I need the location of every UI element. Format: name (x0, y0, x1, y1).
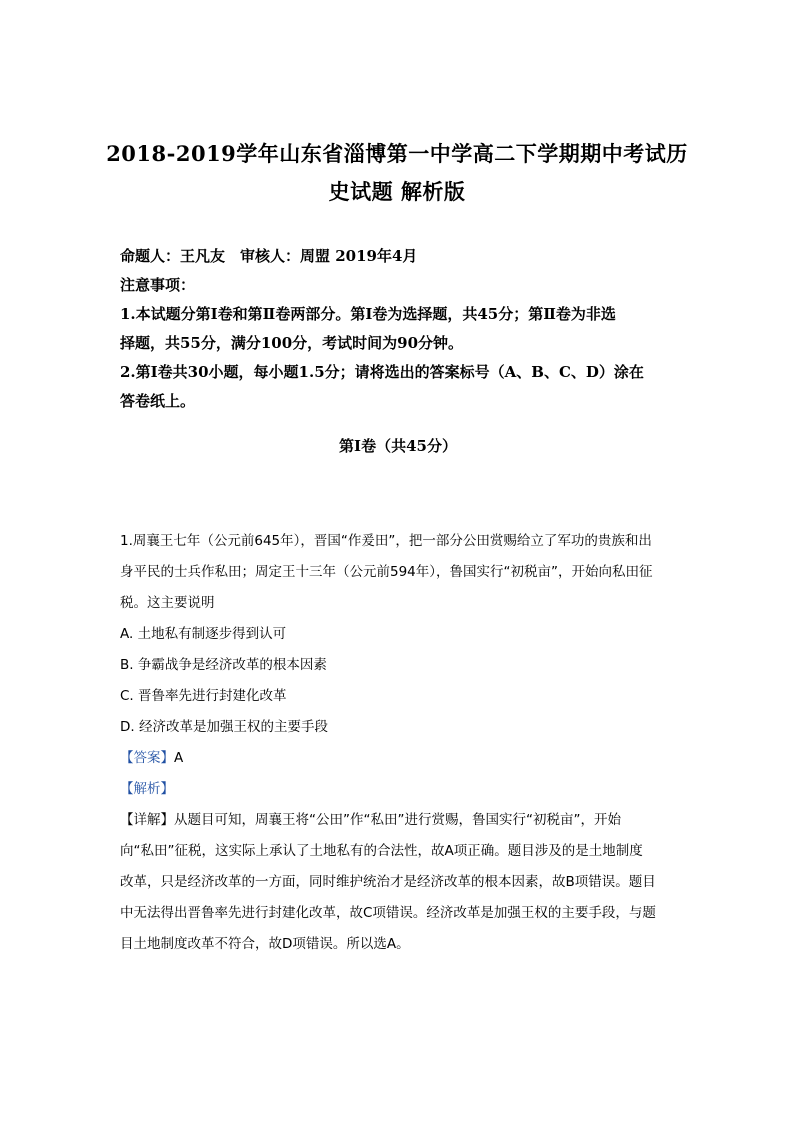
title-line-2: 史试题 解析版 (328, 179, 466, 204)
notice-item-2-line-1: 2.第Ⅰ卷共30小题，每小题1.5分；请将选出的答案标号（A、B、C、D）涂在 (120, 363, 644, 381)
question-stem-line-3: 税。这主要说明 (120, 595, 215, 611)
option-b: B. 争霸战争是经济改革的根本因素 (120, 657, 327, 673)
option-a: A. 土地私有制逐步得到认可 (120, 626, 287, 642)
notice-item-1-line-2: 择题，共55分，满分100分，考试时间为90分钟。 (120, 334, 464, 352)
analysis-line (120, 774, 680, 805)
option-c: C. 晋鲁率先进行封建化改革 (120, 688, 287, 704)
section-title: 第Ⅰ卷（共45分） (339, 437, 457, 455)
detail-line-3: 改革，只是经济改革的一方面，同时维护统治才是经济改革的根本因素，故B项错误。题目 (120, 874, 656, 890)
analysis-tag: 【解析】 (120, 781, 174, 797)
question-stem-line-2: 身平民的士兵作私田；周定王十三年（公元前594年），鲁国实行“初税亩”，开始向私田征 (120, 564, 653, 580)
question-1 (120, 526, 680, 960)
notice-item-1-line-1: 1.本试题分第Ⅰ卷和第Ⅱ卷两部分。第Ⅰ卷为选择题，共45分；第Ⅱ卷为非选 (120, 305, 616, 323)
question-stem-line-1: 1.周襄王七年（公元前645年），晋国“作爰田”，把一部分公田赏赐给立了军功的贵族和出 (120, 533, 652, 549)
detail-line-2: 向“私田”征税，这实际上承认了土地私有的合法性，故A项正确。题目涉及的是土地制度 (120, 843, 643, 859)
title-line-1: 2018-2019学年山东省淄博第一中学高二下学期期中考试历 (106, 141, 688, 166)
notice-item-2-line-2: 答卷纸上。 (120, 392, 196, 410)
author-line: 命题人：王凡友 审核人：周盟 2019年4月 (120, 247, 418, 265)
answer-tag: 【答案】 (120, 750, 174, 766)
document-title (100, 135, 694, 211)
answer-value: A (174, 750, 184, 766)
option-d: D. 经济改革是加强王权的主要手段 (120, 719, 328, 735)
notice-heading: 注意事项： (120, 276, 196, 294)
detail-line-1: 【详解】从题目可知，周襄王将“公田”作“私田”进行赏赐，鲁国实行“初税亩”，开始 (120, 812, 621, 828)
detail-line-5: 目土地制度改革不符合，故D项错误。所以选A。 (120, 936, 410, 952)
detail-line-4: 中无法得出晋鲁率先进行封建化改革，故C项错误。经济改革是加强王权的主要手段，与题 (120, 905, 656, 921)
answer-line (120, 743, 680, 774)
exam-header (120, 242, 676, 416)
